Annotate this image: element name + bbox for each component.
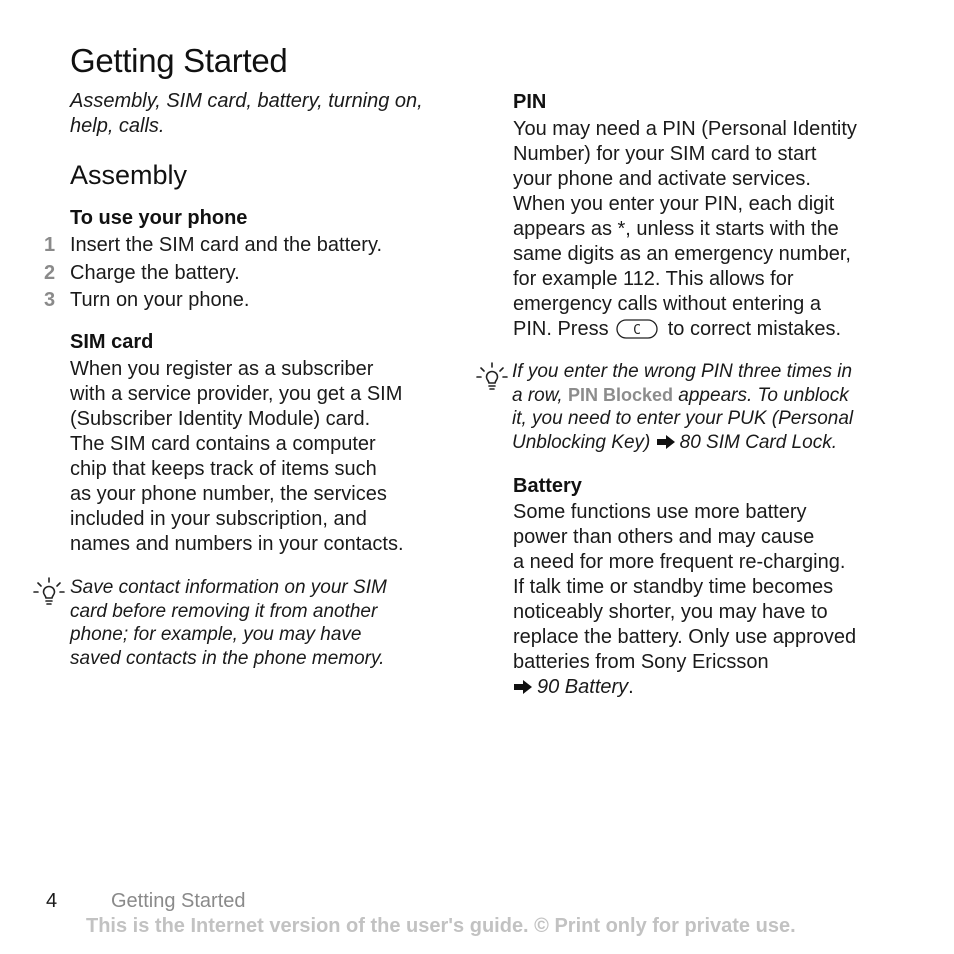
step-item <box>44 288 464 316</box>
tip-line: card before removing it from another <box>70 600 378 622</box>
body-line: Some functions use more battery <box>513 501 807 523</box>
body-line: your phone and activate services. <box>513 168 811 190</box>
body-line: emergency calls without entering a <box>513 293 821 315</box>
sim-card-body <box>70 357 470 557</box>
battery-heading: Battery <box>513 475 582 497</box>
body-line: replace the battery. Only use approved <box>513 626 857 648</box>
battery-reference[interactable]: 90 Battery <box>537 676 629 698</box>
body-line: names and numbers in your contacts. <box>70 533 404 555</box>
step-number: 1 <box>44 234 56 256</box>
body-line: Number) for your SIM card to start <box>513 143 817 165</box>
page-number: 4 <box>46 890 58 912</box>
step-number: 3 <box>44 289 56 311</box>
body-line: You may need a PIN (Personal Identity <box>513 118 857 140</box>
tip-text: a row, <box>512 384 563 406</box>
tip-line: it, you need to enter your PUK (Personal <box>512 408 854 429</box>
footer-copyright-note: This is the Internet version of the user's guide. © Print only for private use. <box>86 915 796 937</box>
body-line <box>513 675 913 700</box>
page-subtitle: Assembly, SIM card, battery, turning on, help, calls. <box>70 90 423 137</box>
body-line: same digits as an emergency number, <box>513 243 851 265</box>
body-line: included in your subscription, and <box>70 508 367 530</box>
body-line: When you enter your PIN, each digit <box>513 193 835 215</box>
arrow-right-icon <box>513 680 533 694</box>
tip-text: Unblocking Key) <box>512 431 651 453</box>
pin-body <box>513 117 913 342</box>
body-line: power than others and may cause <box>513 526 815 548</box>
tip-line: saved contacts in the phone memory. <box>70 647 385 669</box>
pin-heading: PIN <box>513 91 547 113</box>
sim-card-lock-reference[interactable]: 80 SIM Card Lock. <box>679 431 837 453</box>
arrow-right-icon <box>656 435 676 449</box>
pin-correct-text: to correct mistakes. <box>667 318 842 340</box>
tip-line: Save contact information on your SIM <box>70 577 387 598</box>
step-text: Insert the SIM card and the battery. <box>70 234 383 256</box>
body-line: If talk time or standby time becomes <box>513 576 834 598</box>
body-line: The SIM card contains a computer <box>70 433 376 455</box>
body-line: as your phone number, the services <box>70 483 387 505</box>
assembly-subheading: To use your phone <box>70 207 248 229</box>
battery-ref-period: . <box>628 676 634 698</box>
sim-card-heading: SIM card <box>70 331 154 353</box>
body-line: When you register as a subscriber <box>70 358 374 380</box>
tip-line: phone; for example, you may have <box>70 624 362 645</box>
sim-tip <box>70 576 450 670</box>
assembly-heading: Assembly <box>70 160 188 190</box>
page-title: Getting Started <box>70 42 288 79</box>
c-key-label: C <box>633 323 642 338</box>
body-line: appears as *, unless it starts with the <box>513 218 839 240</box>
tip-line: If you enter the wrong PIN three times in <box>512 361 853 382</box>
assembly-steps <box>44 233 464 316</box>
lightbulb-icon <box>476 361 508 393</box>
battery-body <box>513 500 913 700</box>
step-item <box>44 233 464 261</box>
step-text: Charge the battery. <box>70 261 240 284</box>
tip-line <box>512 431 932 455</box>
pin-press-text: PIN. Press <box>513 318 609 340</box>
body-line: a need for more frequent re-charging. <box>513 551 846 573</box>
body-line: chip that keeps track of items such <box>70 458 377 480</box>
pin-blocked-label: PIN Blocked <box>567 384 674 405</box>
footer-section-name: Getting Started <box>111 890 246 912</box>
step-text: Turn on your phone. <box>70 289 250 311</box>
pin-tip <box>512 360 932 454</box>
body-line <box>513 317 913 342</box>
step-number: 2 <box>44 261 56 284</box>
tip-line <box>512 384 932 408</box>
body-line: for example 112. This allows for <box>513 268 794 290</box>
body-line: (Subscriber Identity Module) card. <box>70 408 371 430</box>
lightbulb-icon <box>33 576 65 608</box>
body-line: with a service provider, you get a SIM <box>70 383 403 405</box>
c-key-icon <box>616 319 658 339</box>
body-line: batteries from Sony Ericsson <box>513 651 769 673</box>
tip-text: appears. To unblock <box>678 384 849 406</box>
step-item <box>44 261 464 289</box>
body-line: noticeably shorter, you may have to <box>513 601 828 623</box>
